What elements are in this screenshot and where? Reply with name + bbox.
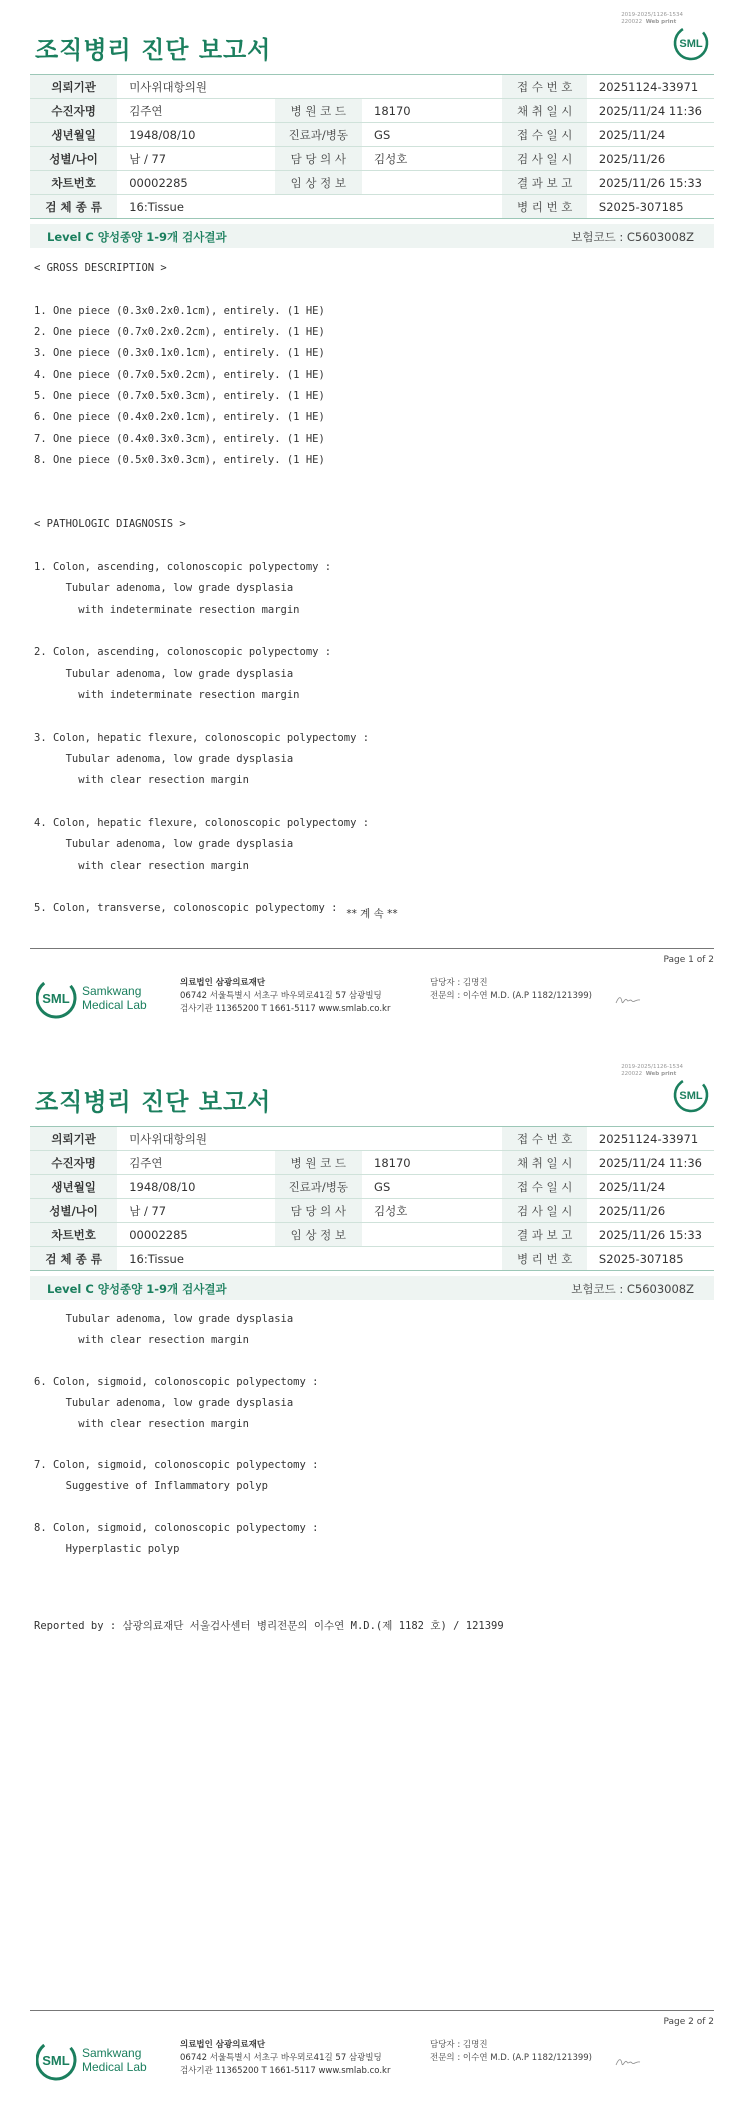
info-label	[275, 195, 363, 219]
info-value: 남 / 77	[117, 1199, 274, 1223]
report-line	[34, 621, 369, 642]
print-stamp	[621, 12, 683, 26]
info-value: GS	[362, 123, 502, 147]
insurance-code: 보험코드 : C5603008Z	[571, 230, 694, 244]
svg-text:Medical Lab: Medical Lab	[82, 998, 147, 1012]
report-line: with clear resection margin	[34, 1417, 249, 1430]
test-level-title: Level C 양성종양 1-9개 검사결과	[47, 1282, 227, 1296]
org-address: 06742 서울특별시 서초구 바우뫼로41길 57 삼광빌딩	[180, 2053, 382, 2063]
report-line: Tubular adenoma, low grade dysplasia	[34, 1396, 294, 1409]
report-line: 3. One piece (0.3x0.1x0.1cm), entirely. (1 HE)	[34, 347, 325, 360]
signature-icon	[615, 994, 641, 1006]
report-body-page-1	[34, 258, 369, 920]
info-value: 김주연	[117, 1151, 274, 1175]
info-value	[362, 171, 502, 195]
sml-logo-icon	[673, 1077, 709, 1113]
report-line	[34, 877, 369, 898]
samkwang-logo-icon	[36, 2037, 156, 2083]
report-line: 1. One piece (0.3x0.2x0.1cm), entirely. (1 HE)	[34, 304, 325, 317]
report-line	[34, 535, 369, 556]
continued-marker: ** 계 속 **	[346, 908, 398, 920]
stamp-web: Web print	[645, 1071, 677, 1077]
report-line: Tubular adenoma, low grade dysplasia	[34, 838, 294, 851]
info-value: S2025-307185	[587, 195, 714, 219]
report-line: 5. One piece (0.7x0.5x0.3cm), entirely. (1 HE)	[34, 390, 325, 403]
report-line: 5. Colon, transverse, colonoscopic polypectomy :	[34, 902, 338, 915]
info-value: 남 / 77	[117, 147, 274, 171]
page-number: Page 1 of 2	[663, 955, 714, 965]
sml-logo-icon	[673, 25, 709, 61]
info-label: 임 상 정 보	[275, 171, 363, 195]
info-label: 의뢰기관	[30, 1127, 117, 1151]
report-line	[34, 1497, 318, 1518]
report-line: 2. One piece (0.7x0.2x0.2cm), entirely. (1 HE)	[34, 326, 325, 339]
report-line: 1. Colon, ascending, colonoscopic polypectomy :	[34, 560, 332, 573]
report-line: with indeterminate resection margin	[34, 688, 300, 701]
report-line: Tubular adenoma, low grade dysplasia	[34, 582, 294, 595]
info-value: 1948/08/10	[117, 123, 274, 147]
stamp-line: 2019-2025/1126-1534	[621, 1064, 683, 1070]
info-label: 생년월일	[30, 123, 117, 147]
info-label: 채 취 일 시	[502, 1151, 586, 1175]
page-title: 조직병리 진단 보고서	[35, 36, 272, 64]
info-label: 담 당 의 사	[275, 1199, 363, 1223]
report-line: 7. Colon, sigmoid, colonoscopic polypectomy :	[34, 1459, 319, 1472]
report-line: 4. One piece (0.7x0.5x0.2cm), entirely. (1 HE)	[34, 368, 325, 381]
footer-org	[180, 2039, 390, 2078]
svg-text:SML: SML	[42, 2053, 70, 2068]
report-line: < GROSS DESCRIPTION >	[34, 262, 167, 274]
svg-text:SML: SML	[679, 1090, 703, 1102]
info-row	[30, 171, 714, 195]
info-label: 진료과/병동	[275, 123, 363, 147]
samkwang-logo-icon	[36, 975, 156, 1021]
footer-staff	[430, 2039, 592, 2065]
info-value: 18170	[362, 1151, 502, 1175]
report-line: 4. Colon, hepatic flexure, colonoscopic polypectomy :	[34, 816, 370, 829]
info-label: 생년월일	[30, 1175, 117, 1199]
info-label: 검 체 종 류	[30, 1247, 117, 1271]
svg-text:Samkwang: Samkwang	[82, 984, 142, 998]
info-label: 담 당 의 사	[275, 147, 363, 171]
report-line: 7. One piece (0.4x0.3x0.3cm), entirely. (1 HE)	[34, 432, 325, 445]
info-label: 병 원 코 드	[275, 99, 363, 123]
info-value: 2025/11/24	[587, 123, 714, 147]
report-line: Tubular adenoma, low grade dysplasia	[34, 752, 294, 765]
info-row	[30, 99, 714, 123]
report-line	[34, 471, 369, 492]
info-value: GS	[362, 1175, 502, 1199]
report-line: 3. Colon, hepatic flexure, colonoscopic polypectomy :	[34, 731, 370, 744]
info-label: 수진자명	[30, 1151, 117, 1175]
report-page-2	[0, 1052, 744, 2104]
report-line: with clear resection margin	[34, 859, 249, 872]
svg-text:Medical Lab: Medical Lab	[82, 2060, 147, 2074]
info-row	[30, 123, 714, 147]
info-label: 수진자명	[30, 99, 117, 123]
info-value: 00002285	[117, 1223, 274, 1247]
specialist-name: 전문의 : 이수연 M.D. (A.P 1182/121399)	[430, 991, 592, 1001]
report-body-page-2	[34, 1309, 318, 1560]
signature-icon	[615, 2056, 641, 2068]
info-label: 성별/나이	[30, 1199, 117, 1223]
info-row	[30, 1151, 714, 1175]
info-label	[275, 1247, 363, 1271]
info-row	[30, 1199, 714, 1223]
report-line: Hyperplastic polyp	[34, 1542, 180, 1555]
info-value: 2025/11/26 15:33	[587, 171, 714, 195]
org-name: 의료법인 삼광의료재단	[180, 2040, 266, 2050]
staff-name: 담당자 : 김명진	[430, 978, 488, 988]
info-row	[30, 1223, 714, 1247]
report-line: 8. One piece (0.5x0.3x0.3cm), entirely. (1 HE)	[34, 454, 325, 467]
info-value: 1948/08/10	[117, 1175, 274, 1199]
staff-name: 담당자 : 김명진	[430, 2040, 488, 2050]
reported-by: Reported by : 삼광의료재단 서울검사센터 병리전문의 이수연 M.D.(제 1182 호) / 121399	[34, 1620, 504, 1632]
info-value: 김성호	[362, 1199, 502, 1223]
page-number: Page 2 of 2	[663, 2017, 714, 2027]
info-row	[30, 1127, 714, 1151]
info-label: 의뢰기관	[30, 75, 117, 99]
info-value: 2025/11/24	[587, 1175, 714, 1199]
page-title: 조직병리 진단 보고서	[35, 1088, 272, 1116]
report-line: 2. Colon, ascending, colonoscopic polypectomy :	[34, 646, 332, 659]
info-value: 미사위대항의원	[117, 1127, 274, 1151]
info-value: 김주연	[117, 99, 274, 123]
org-contact: 검사기관 11365200 T 1661-5117 www.smlab.co.kr	[180, 1004, 391, 1014]
svg-text:SML: SML	[679, 38, 703, 50]
footer-staff	[430, 977, 592, 1003]
report-line: 8. Colon, sigmoid, colonoscopic polypectomy :	[34, 1522, 319, 1535]
info-value	[362, 1223, 502, 1247]
info-value	[362, 1247, 502, 1271]
info-label: 결 과 보 고	[502, 171, 586, 195]
org-address: 06742 서울특별시 서초구 바우뫼로41길 57 삼광빌딩	[180, 991, 382, 1001]
info-value: 16:Tissue	[117, 1247, 274, 1271]
info-value: 2025/11/26	[587, 147, 714, 171]
info-label: 병 리 번 호	[502, 1247, 586, 1271]
report-line: Suggestive of Inflammatory polyp	[34, 1480, 268, 1493]
info-row	[30, 1175, 714, 1199]
stamp-web: Web print	[645, 19, 677, 25]
report-line: with clear resection margin	[34, 774, 249, 787]
report-line: with indeterminate resection margin	[34, 603, 300, 616]
report-line: < PATHOLOGIC DIAGNOSIS >	[34, 518, 186, 531]
info-label: 접 수 번 호	[502, 75, 586, 99]
info-label: 병 리 번 호	[502, 195, 586, 219]
info-label: 접 수 일 시	[502, 1175, 586, 1199]
report-line	[34, 493, 369, 514]
org-name: 의료법인 삼광의료재단	[180, 978, 266, 988]
info-value: 2025/11/24 11:36	[587, 1151, 714, 1175]
info-label: 검 사 일 시	[502, 147, 586, 171]
footer-org	[180, 977, 390, 1016]
print-stamp	[621, 1064, 683, 1078]
test-level-bar	[30, 224, 714, 248]
info-body	[30, 75, 714, 219]
report-line: 6. Colon, sigmoid, colonoscopic polypectomy :	[34, 1375, 319, 1388]
report-line: Tubular adenoma, low grade dysplasia	[34, 667, 294, 680]
info-value: 2025/11/26	[587, 1199, 714, 1223]
info-row	[30, 147, 714, 171]
report-line	[34, 706, 369, 727]
info-value: 00002285	[117, 171, 274, 195]
info-value	[362, 1127, 502, 1151]
footer-divider	[30, 948, 714, 949]
info-label: 차트번호	[30, 1223, 117, 1247]
info-value	[362, 195, 502, 219]
info-label: 검 사 일 시	[502, 1199, 586, 1223]
footer-divider	[30, 2010, 714, 2011]
info-row	[30, 75, 714, 99]
info-label: 성별/나이	[30, 147, 117, 171]
report-line	[34, 1351, 318, 1372]
info-value: 20251124-33971	[587, 1127, 714, 1151]
info-label: 접 수 번 호	[502, 1127, 586, 1151]
info-label: 차트번호	[30, 171, 117, 195]
info-label: 접 수 일 시	[502, 123, 586, 147]
report-line: with clear resection margin	[34, 1333, 249, 1346]
info-value: 16:Tissue	[117, 195, 274, 219]
info-body	[30, 1127, 714, 1271]
report-line: 6. One piece (0.4x0.2x0.1cm), entirely. (1 HE)	[34, 411, 325, 424]
svg-text:SML: SML	[42, 991, 70, 1006]
org-contact: 검사기관 11365200 T 1661-5117 www.smlab.co.kr	[180, 2066, 391, 2076]
report-line: Tubular adenoma, low grade dysplasia	[34, 1313, 294, 1325]
info-value: 2025/11/26 15:33	[587, 1223, 714, 1247]
patient-info-table	[30, 74, 714, 219]
info-label: 병 원 코 드	[275, 1151, 363, 1175]
svg-text:Samkwang: Samkwang	[82, 2046, 142, 2060]
info-label: 임 상 정 보	[275, 1223, 363, 1247]
stamp-line: 2019-2025/1126-1534	[621, 12, 683, 18]
report-line	[34, 792, 369, 813]
report-line	[34, 1434, 318, 1455]
stamp-line: 220022	[621, 1071, 643, 1077]
test-level-title: Level C 양성종양 1-9개 검사결과	[47, 230, 227, 244]
info-label: 진료과/병동	[275, 1175, 363, 1199]
insurance-code: 보험코드 : C5603008Z	[571, 1282, 694, 1296]
info-value: 2025/11/24 11:36	[587, 99, 714, 123]
info-value: 김성호	[362, 147, 502, 171]
info-value: 18170	[362, 99, 502, 123]
test-level-bar	[30, 1276, 714, 1300]
patient-info-table	[30, 1126, 714, 1271]
report-line	[34, 279, 369, 300]
info-label	[275, 75, 363, 99]
info-value: 20251124-33971	[587, 75, 714, 99]
info-value	[362, 75, 502, 99]
info-row	[30, 1247, 714, 1271]
info-label: 검 체 종 류	[30, 195, 117, 219]
info-label: 채 취 일 시	[502, 99, 586, 123]
info-label	[275, 1127, 363, 1151]
info-value: S2025-307185	[587, 1247, 714, 1271]
info-row	[30, 195, 714, 219]
stamp-line: 220022	[621, 19, 643, 25]
info-label: 결 과 보 고	[502, 1223, 586, 1247]
info-value: 미사위대항의원	[117, 75, 274, 99]
specialist-name: 전문의 : 이수연 M.D. (A.P 1182/121399)	[430, 2053, 592, 2063]
